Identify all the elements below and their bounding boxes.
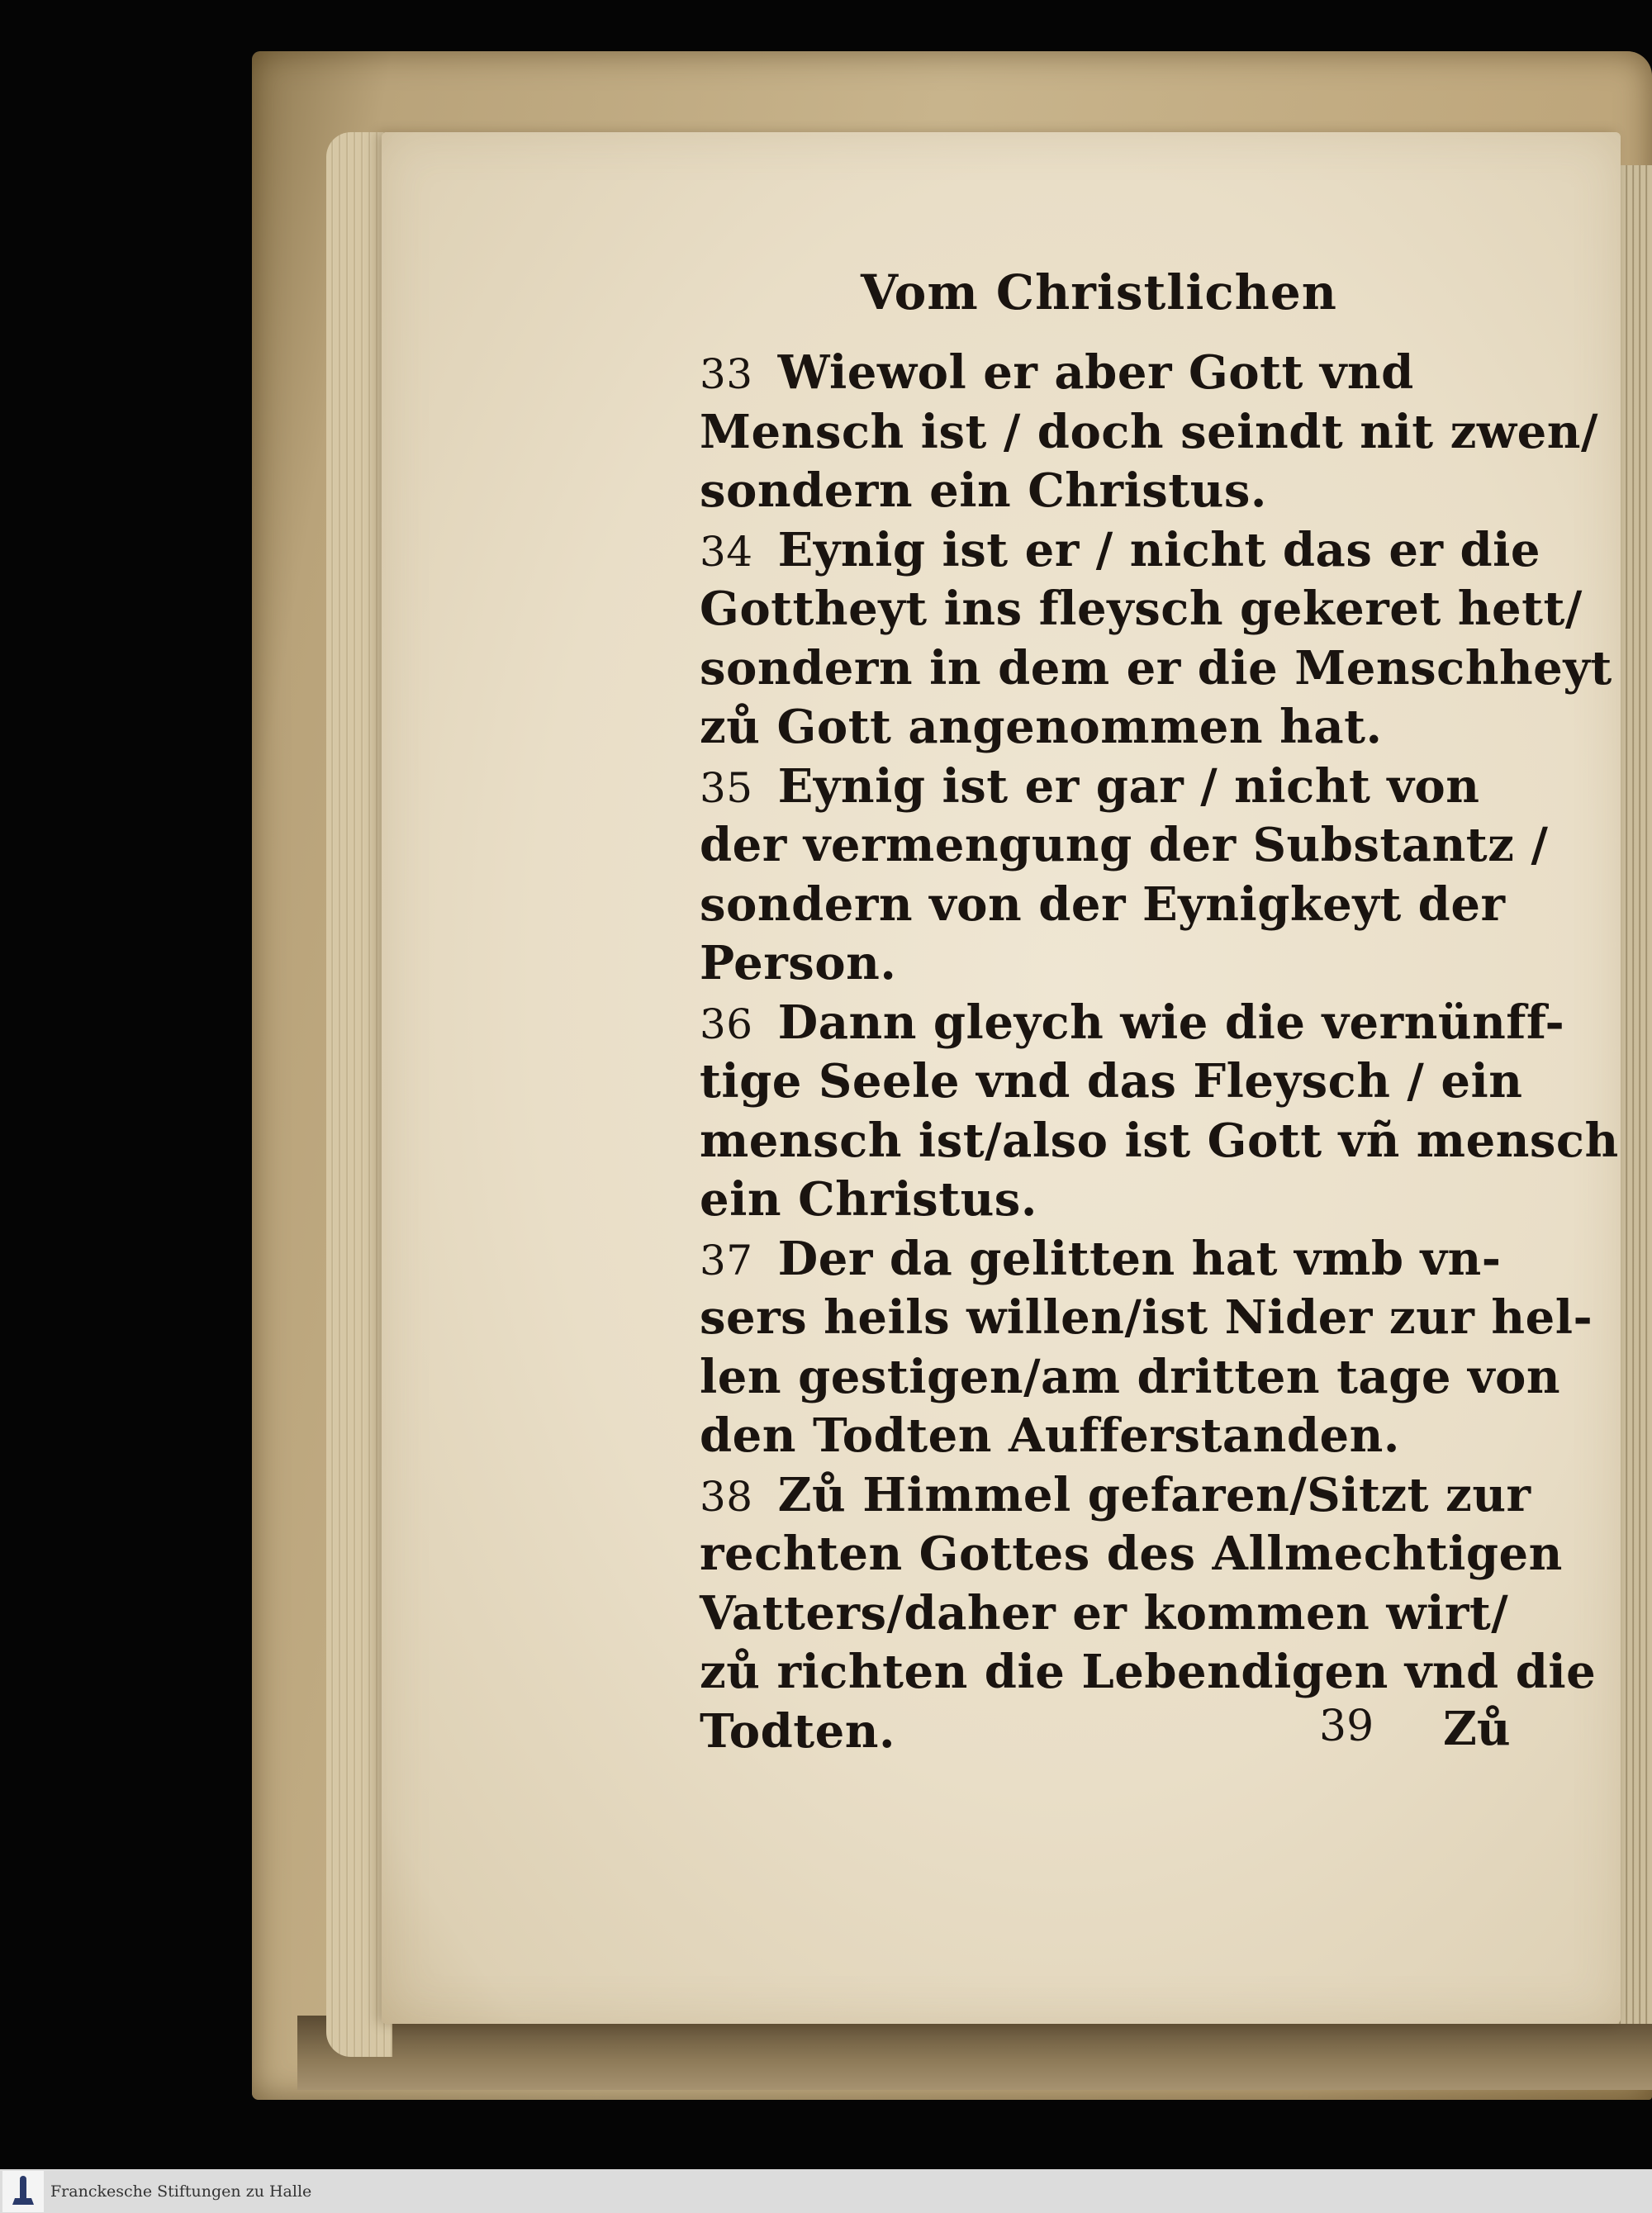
francke-logo-icon xyxy=(2,2171,44,2212)
text-line xyxy=(700,1170,1037,1229)
text-line xyxy=(700,343,1414,404)
text-line xyxy=(700,1524,1563,1584)
line-text: sondern in dem er die Menschheyt xyxy=(700,640,1612,696)
article-number: 34 xyxy=(700,527,753,576)
text-line xyxy=(700,1702,895,1761)
line-text: rechten Gottes des Allmechtigen xyxy=(700,1527,1563,1581)
line-text: Vatters/daher er kommen wirt/ xyxy=(700,1585,1509,1641)
text-line xyxy=(700,1052,1523,1111)
line-text: den Todten Aufferstanden. xyxy=(700,1408,1400,1463)
text-line xyxy=(700,1465,1531,1527)
footer-institution-text: Franckesche Stiftungen zu Halle xyxy=(50,2182,312,2201)
catchword-number: 39 xyxy=(1319,1702,1374,1751)
line-text: Gottheyt ins fleysch gekeret hett/ xyxy=(700,582,1583,636)
text-line xyxy=(700,402,1598,462)
line-text: Todten. xyxy=(700,1703,895,1759)
line-text: ein Christus. xyxy=(700,1172,1037,1227)
book-page xyxy=(382,132,1621,2024)
text-line xyxy=(700,1229,1501,1290)
text-line xyxy=(700,757,1479,818)
article-number: 35 xyxy=(700,763,753,812)
running-header: Vom Christlichen xyxy=(861,264,1337,321)
line-text: Dann gleych wie die vernünff- xyxy=(777,995,1565,1050)
article-number: 37 xyxy=(700,1236,753,1285)
text-line xyxy=(700,815,1548,875)
line-text: Wiewol er aber Gott vnd xyxy=(777,345,1414,400)
text-line xyxy=(700,1406,1400,1465)
text-line xyxy=(700,520,1540,582)
line-text: zů Gott angenommen hat. xyxy=(700,700,1383,754)
text-line xyxy=(700,1111,1619,1171)
text-line xyxy=(700,579,1583,639)
text-line xyxy=(700,1584,1508,1643)
line-text: Eynig ist er gar / nicht von xyxy=(777,758,1480,814)
viewer-footer xyxy=(0,2169,1652,2213)
line-text: zů richten die Lebendigen vnd die xyxy=(700,1645,1597,1699)
text-line xyxy=(700,933,896,993)
line-text: mensch ist/also ist Gott vñ mensch xyxy=(700,1113,1619,1168)
article-number: 33 xyxy=(700,350,753,398)
line-text: sondern von der Eynigkeyt der xyxy=(700,876,1506,932)
text-line xyxy=(700,875,1505,934)
text-line xyxy=(700,1642,1596,1702)
line-text: tige Seele vnd das Fleysch / ein xyxy=(700,1054,1523,1109)
text-line xyxy=(700,1347,1560,1407)
text-line xyxy=(700,461,1267,520)
article-number: 38 xyxy=(700,1472,753,1521)
article-number: 36 xyxy=(700,1000,753,1048)
binding-lower-edge xyxy=(297,2016,1652,2090)
page-text-block xyxy=(382,132,1621,2024)
text-line xyxy=(700,993,1564,1054)
line-text: Zů Himmel gefaren/Sitzt zur xyxy=(777,1467,1531,1522)
text-line xyxy=(700,697,1382,757)
text-line xyxy=(700,1288,1593,1347)
line-text: Der da gelitten hat vmb vn- xyxy=(777,1231,1502,1286)
line-text: Mensch ist / doch seindt nit zwen/ xyxy=(700,404,1598,459)
line-text: sers heils willen/ist Nider zur hel- xyxy=(700,1290,1593,1345)
line-text: Person. xyxy=(700,936,897,990)
line-text: len gestigen/am dritten tage von xyxy=(700,1349,1561,1404)
line-text: Eynig ist er / nicht das er die xyxy=(777,522,1541,577)
line-text: der vermengung der Substantz / xyxy=(700,818,1549,872)
text-line xyxy=(700,639,1612,698)
catchword: Zů xyxy=(1443,1702,1511,1756)
line-text: sondern ein Christus. xyxy=(700,463,1267,518)
